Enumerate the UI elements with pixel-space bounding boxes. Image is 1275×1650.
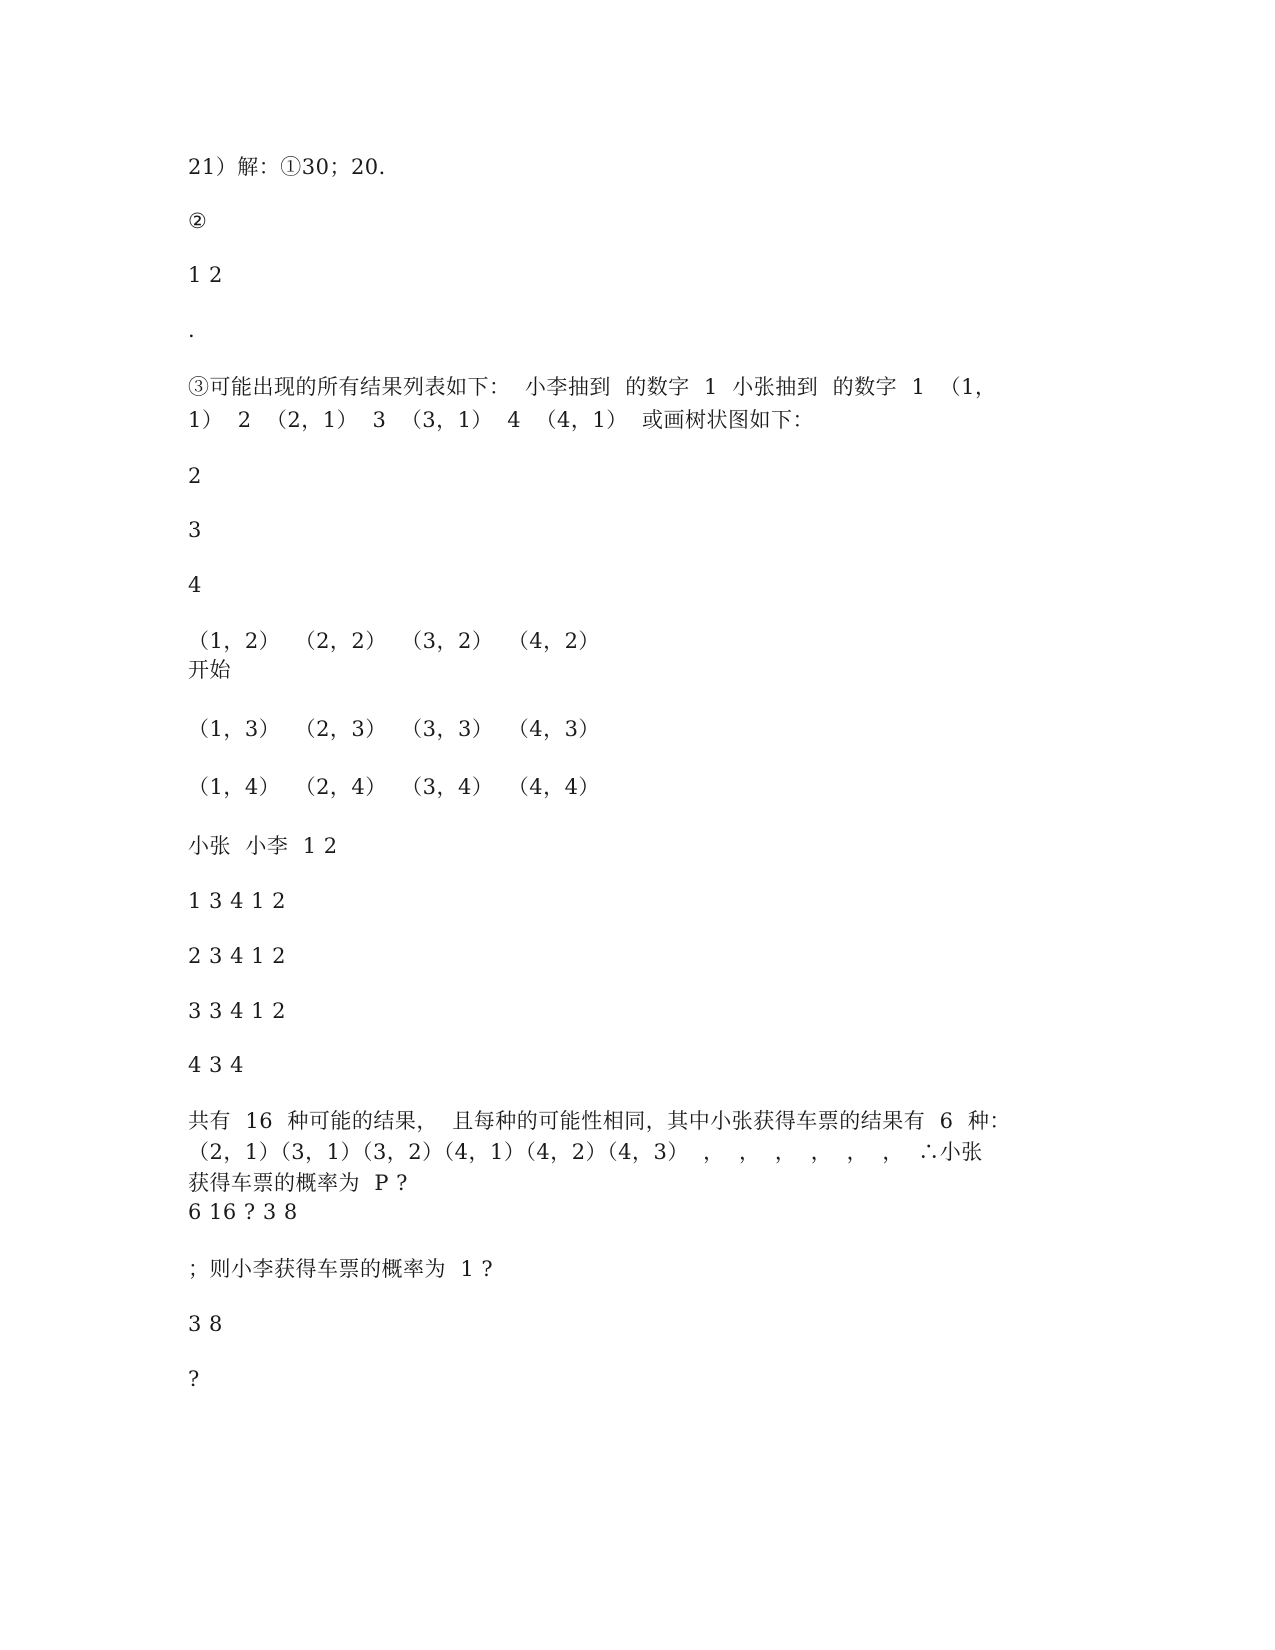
tree-header: 小张 小李 1 2 xyxy=(188,834,338,858)
tree-branch-2: 2 3 4 1 2 xyxy=(188,944,287,968)
conclusion-line-2: （2，1）（3，1）（3，2）（4，1）（4，2）（4，3） ， ， ， ， ， ， ∴小张 xyxy=(188,1140,983,1164)
answer-line-21: 21）解：①30；20． xyxy=(188,155,401,179)
tree-branch-4: 4 3 4 xyxy=(188,1053,244,1077)
table-row-label-4: 4 xyxy=(188,573,202,597)
period-mark: . xyxy=(188,318,196,342)
pairs-row-4: （1，4） （2，4） （3，4） （4，4） xyxy=(188,775,600,799)
probability-fraction: 6 16 ? 3 8 xyxy=(188,1200,298,1224)
conclusion-line-1: 共有 16 种可能的结果， 且每种的可能性相同，其中小张获得车票的结果有 6 种： xyxy=(188,1109,1011,1133)
trailing-mark: ? xyxy=(188,1367,200,1391)
circled-item-2: ② xyxy=(188,209,208,233)
complement-fraction: 3 8 xyxy=(188,1312,223,1336)
pairs-row-3: （1，3） （2，3） （3，3） （4，3） xyxy=(188,717,600,741)
tree-branch-1: 1 3 4 1 2 xyxy=(188,889,287,913)
complement-line: ；则小李获得车票的概率为 1 ? xyxy=(188,1257,494,1281)
tree-branch-3: 3 3 4 1 2 xyxy=(188,999,287,1023)
conclusion-line-3: 获得车票的概率为 P ? xyxy=(188,1171,408,1195)
tree-start-label: 开始 xyxy=(188,658,231,682)
table-row-label-2: 2 xyxy=(188,464,202,488)
pairs-row-2: （1，2） （2，2） （3，2） （4，2） xyxy=(188,629,600,653)
item-3-intro: ③可能出现的所有结果列表如下： 小李抽到 的数字 1 小张抽到 的数字 1 （1， xyxy=(188,375,997,399)
item-3-intro-cont: 1） 2 （2，1） 3 （3，1） 4 （4，1） 或画树状图如下： xyxy=(188,408,815,432)
table-row-label-3: 3 xyxy=(188,518,202,542)
fraction-fragment: 1 2 xyxy=(188,263,223,287)
